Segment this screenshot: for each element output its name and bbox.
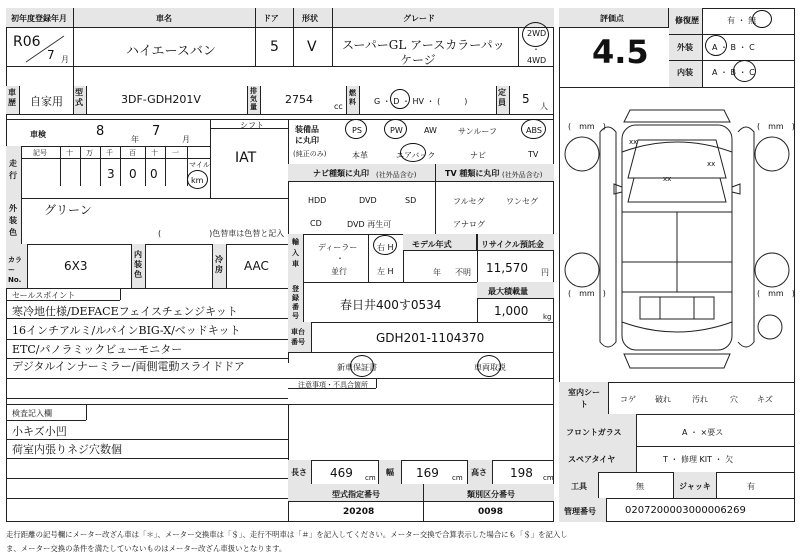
- ac-value: AAC: [244, 259, 269, 273]
- spare-tire-label: スペアタイヤ: [568, 455, 616, 464]
- length-label: 長さ: [291, 468, 307, 477]
- inspection-label: 車検: [30, 130, 46, 139]
- repair-label: 修復歴: [675, 16, 699, 25]
- mileage-col-code: 記号: [33, 149, 47, 157]
- ac-label: 冷房: [215, 255, 223, 274]
- drive-2wd: 2WD: [527, 29, 547, 38]
- inspection-year-unit: 年: [131, 135, 139, 144]
- fuel-options: G ・ D ・ HV ・ ( ): [374, 97, 468, 106]
- cc-unit: cc: [334, 102, 343, 111]
- repair-value: 有 ・ 無: [727, 16, 757, 25]
- width: 169: [416, 466, 439, 480]
- exterior-a-circle: [705, 35, 727, 56]
- reg-year-label: 初年度登録年月: [11, 14, 67, 23]
- exterior-color: グリーン: [44, 203, 92, 217]
- footer-note-1: 走行距離の記号欄にメーター改ざん車は「＊」、メーター交換車は「＄」、走行不明車は「＃」を記入してください。メーター交換で合算表示した場合にも「＄」を記入し: [6, 530, 568, 539]
- import-parallel: 並行: [331, 267, 347, 276]
- notes-label: 注意事項・不具合箇所: [298, 381, 368, 389]
- model-year-unit: 年: [433, 268, 441, 277]
- repair-none-circle: [752, 10, 772, 28]
- inspector-item-1: 小キズ小凹: [12, 425, 67, 438]
- damage-mark-1: xx: [629, 138, 638, 146]
- model-value: 3DF-GDH201V: [121, 93, 201, 106]
- sales-point-4: デジタルインナーミラー/両側電動スライドドア: [12, 360, 245, 373]
- windshield-opts: A ・ ×要ス: [682, 428, 724, 437]
- fuel-diesel-circle: [390, 89, 410, 109]
- damage-mark-3: xx: [663, 175, 672, 183]
- car-diagram: [560, 92, 794, 382]
- mileage-col-ichi: 一: [172, 149, 179, 157]
- mileage-col-juu: 十: [151, 149, 158, 157]
- navi-dvd: DVD: [359, 196, 377, 205]
- inspection-month-unit: 月: [182, 135, 190, 144]
- sheet-dirt: 汚れ: [692, 395, 708, 404]
- recycle-value: 11,570: [486, 261, 528, 275]
- grade-label: グレード: [403, 14, 435, 23]
- drive-dot: ・: [532, 45, 540, 54]
- mileage-col-ten-man: 十: [66, 149, 73, 157]
- grade-line1: スーパーGL アースカラーパッ: [342, 38, 505, 52]
- type-no-label: 型式指定番号: [332, 490, 380, 499]
- tv-oneseg: ワンセグ: [506, 197, 538, 206]
- mileage-digit-sen: 3: [107, 167, 115, 181]
- navi-hdd: HDD: [308, 196, 327, 205]
- sales-point-3: ETC/パノラミックビューモニター: [12, 343, 183, 356]
- chassis-value: GDH201-1104370: [376, 331, 485, 345]
- length-unit: cm: [365, 474, 376, 482]
- sales-point-1: 寒冷地仕様/DEFACEフェイスチェンジキット: [12, 305, 238, 318]
- model-year-label: モデル年式: [412, 240, 452, 249]
- length: 469: [330, 466, 353, 480]
- mileage-digit-juu: 0: [150, 167, 158, 181]
- interior-sheet-label: 室内シート: [568, 388, 600, 409]
- max-load: 1,000: [494, 304, 529, 318]
- equip-airbag-circle: [400, 143, 426, 162]
- mileage-col-hyaku: 百: [129, 149, 136, 157]
- capacity-label: 定員: [498, 88, 506, 107]
- sheet-tear: 破れ: [655, 395, 671, 404]
- car-name-label: 車名: [156, 14, 172, 23]
- drive-4wd: 4WD: [527, 56, 547, 65]
- equip-sunroof: サンルーフ: [458, 127, 497, 136]
- import-dealer: ディーラー: [318, 243, 358, 252]
- interior-grade: A ・ B ・ C: [712, 68, 755, 77]
- recycle-label: リサイクル預託金: [481, 240, 544, 249]
- equip-ps-circle: [345, 119, 367, 139]
- registration-value: 春日井400す0534: [340, 298, 442, 312]
- inspector-item-2: 荷室内張りネジ穴数個: [12, 443, 122, 456]
- tools-value: 無: [636, 482, 644, 491]
- exterior-label: 外装: [677, 43, 693, 52]
- max-load-unit: kg: [543, 313, 552, 321]
- score-label: 評価点: [600, 14, 624, 23]
- exterior-grade: A ・ B ・ C: [712, 43, 755, 52]
- reg-era: R06: [13, 34, 41, 50]
- navi-sub: (社外品含む): [376, 171, 417, 179]
- score-value: 4.5: [592, 33, 649, 71]
- mileage-digit-hyaku: 0: [129, 167, 137, 181]
- mileage-unit: km: [191, 176, 204, 185]
- mileage-col-man: 万: [86, 149, 93, 157]
- equip-pw: PW: [390, 126, 403, 135]
- chassis-label: 車台番号: [291, 328, 305, 346]
- tools-label: 工具: [571, 482, 587, 491]
- equip-aw: AW: [424, 126, 437, 135]
- mileage-col-sen: 千: [106, 149, 113, 157]
- equip-ps: PS: [352, 126, 362, 135]
- owner-manual: 車両取説: [474, 363, 506, 372]
- inspection-month: 7: [152, 124, 161, 139]
- height-unit: cm: [543, 474, 554, 482]
- sales-points-label: セールスポイント: [12, 291, 76, 300]
- import-right: 右 H: [377, 243, 394, 252]
- mm-label-rear-left: ( mm ): [568, 289, 606, 298]
- displacement: 2754: [285, 93, 313, 106]
- inspector-label: 検査記入欄: [12, 409, 52, 418]
- management-label: 管理番号: [564, 507, 596, 516]
- shape: V: [307, 39, 317, 55]
- color-no-label: カラーNo.: [8, 256, 22, 284]
- navi-sd: SD: [405, 196, 417, 205]
- mm-label-front-left: ( mm ): [568, 122, 606, 131]
- windshield-label: フロントガラス: [566, 428, 622, 437]
- shape-label: 形状: [302, 14, 318, 23]
- management-value: 0207200003000006269: [625, 505, 746, 516]
- equip-abs: ABS: [526, 126, 542, 135]
- interior-color-label: 内装色: [134, 250, 142, 279]
- shift-label: シフト: [240, 121, 264, 130]
- capacity: 5: [522, 92, 530, 106]
- grade-line2: ケージ: [400, 53, 436, 67]
- model-label: 型式: [75, 88, 83, 107]
- mileage-km-circle: [187, 170, 208, 189]
- sheet-hole: 穴: [730, 395, 738, 404]
- new-car-warranty: 新車保証書: [337, 363, 377, 372]
- max-load-label: 最大積載量: [488, 287, 528, 296]
- import-right-circle: [373, 235, 397, 255]
- mm-label-rear-right: ( mm ): [757, 289, 795, 298]
- equip-airbag: エアバック: [396, 151, 436, 160]
- mileage-label: 走行: [9, 159, 17, 180]
- class-no: 0098: [478, 507, 504, 517]
- registration-label: 登録番号: [292, 285, 299, 320]
- footer-note-2: ま、メーター交換の条件を満たしていないものはメーター改ざん車扱いとなります。: [6, 544, 287, 553]
- interior-label: 内装: [677, 68, 693, 77]
- model-year-value: 不明: [455, 268, 471, 277]
- import-label: 輸入車: [292, 238, 299, 268]
- tv-fullseg: フルセグ: [453, 197, 485, 206]
- mileage-col-mile: マイル: [189, 161, 210, 169]
- door-label: ドア: [263, 14, 279, 23]
- equip-leather: 本革: [352, 151, 368, 160]
- width-label: 幅: [386, 468, 394, 477]
- shift-value: IAT: [235, 150, 257, 166]
- interior-b-circle: [733, 60, 756, 82]
- mm-label-front-right: ( mm ): [757, 122, 795, 131]
- owner-manual-circle: [477, 355, 501, 377]
- color-no: 6X3: [64, 259, 88, 273]
- sheet-burn: コゲ: [620, 395, 636, 404]
- equip-pw-circle: [384, 119, 407, 139]
- spare-tire-opts: T ・ 修理 KIT ・ 欠: [663, 455, 734, 464]
- person-unit: 人: [540, 102, 548, 111]
- exterior-color-label: 外装色: [9, 204, 17, 237]
- import-dot: ・: [336, 254, 344, 263]
- recycle-yen: 円: [541, 268, 549, 277]
- new-car-warranty-circle: [350, 355, 374, 377]
- header-strip: [6, 8, 554, 28]
- exterior-color-note: ( )色替車は色替と記入: [158, 229, 285, 238]
- class-no-label: 類別区分番号: [467, 490, 515, 499]
- equipment-label: 装備品に丸印: [295, 125, 319, 145]
- tv-analog: アナログ: [453, 220, 485, 229]
- use-label: 車歴: [8, 88, 16, 107]
- use-value: 自家用: [30, 95, 63, 108]
- import-left: 左 H: [377, 267, 394, 276]
- navi-dvd-play: DVD 再生可: [347, 220, 392, 229]
- height: 198: [510, 466, 533, 480]
- damage-mark-2: xx: [707, 160, 716, 168]
- doors: 5: [270, 39, 279, 55]
- jack-value: 有: [747, 482, 755, 491]
- width-unit: cm: [452, 474, 463, 482]
- tv-sub: (社外品含む): [502, 171, 543, 179]
- equip-abs-circle: [521, 119, 546, 139]
- sales-point-2: 16インチアルミ/ルパインBIG-X/ベッドキット: [12, 324, 241, 337]
- equipment-sub-label: (純正のみ): [293, 150, 327, 158]
- reg-month-unit: 月: [61, 55, 69, 64]
- equip-navi: ナビ: [470, 151, 486, 160]
- equip-tv: TV: [528, 150, 539, 159]
- navi-label: ナビ種類に丸印: [313, 169, 369, 178]
- displacement-label: 排気量: [250, 87, 257, 111]
- inspection-year: 8: [96, 124, 105, 139]
- type-no: 20208: [343, 507, 375, 517]
- height-label: 高さ: [471, 468, 487, 477]
- jack-label: ジャッキ: [679, 482, 711, 491]
- sheet-scratch: キズ: [757, 395, 773, 404]
- reg-month: 7: [47, 48, 55, 62]
- fuel-label: 燃料: [349, 89, 356, 106]
- tv-label: TV 種類に丸印: [445, 169, 500, 178]
- car-name: ハイエースバン: [126, 44, 216, 59]
- navi-cd: CD: [310, 219, 322, 228]
